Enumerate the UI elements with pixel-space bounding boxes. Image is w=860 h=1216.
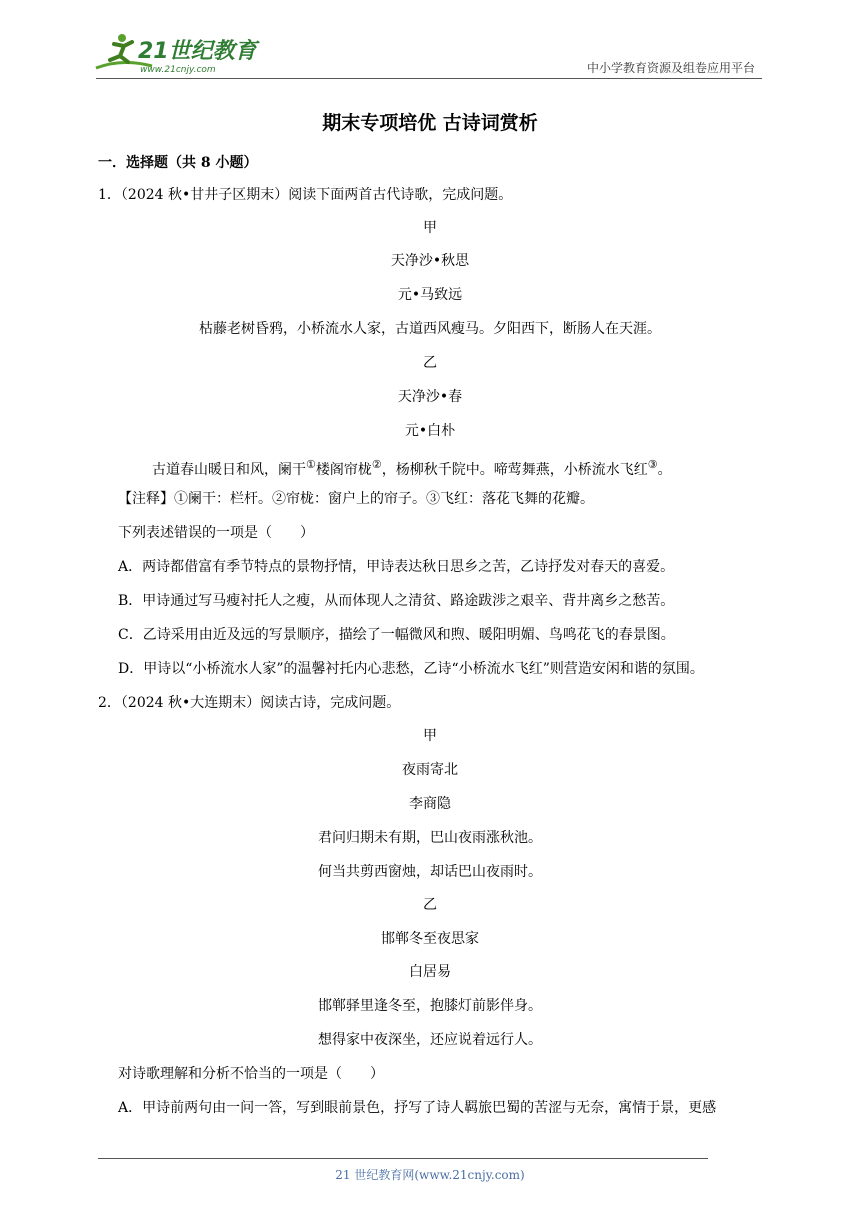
q1-option-a: A．两诗都借富有季节特点的景物抒情，甲诗表达秋日思乡之苦，乙诗抒发对春天的喜爱。: [118, 559, 675, 575]
q1-option-d: D．甲诗以“小桥流水人家”的温馨衬托内心悲愁，乙诗“小桥流水飞红”则营造安闲和谐的氛围。: [118, 661, 704, 677]
q1-poem2-author: 元•白朴: [404, 423, 456, 439]
q2-poem1-line2: 何当共剪西窗烛，却话巴山夜雨时。: [318, 864, 542, 880]
q1-poem1-text: 枯藤老树昏鸦，小桥流水人家，古道西风瘦马。夕阳西下，断肠人在天涯。: [199, 321, 661, 337]
q2-poem1-title: 夜雨寄北: [402, 762, 458, 778]
svg-text:www.21cnjy.com: www.21cnjy.com: [140, 65, 216, 75]
q1-poem2-text: [152, 456, 672, 479]
svg-text:21世纪教育: 21世纪教育: [138, 39, 257, 64]
q1-poem2-title: 天净沙•春: [397, 389, 463, 405]
q1-stem: 1．（2024 秋•甘井子区期末）阅读下面两首古代诗歌，完成问题。: [98, 187, 513, 203]
q2-yi-label: 乙: [423, 897, 437, 913]
q2-poem2-author: 白居易: [409, 964, 451, 980]
footer-divider: [98, 1158, 708, 1159]
platform-name: 中小学教育资源及组卷应用平台: [586, 61, 755, 75]
header-divider: [96, 78, 762, 79]
q2-poem2-line1: 邯郸驿里逢冬至，抱膝灯前影伴身。: [318, 998, 542, 1014]
q2-stem: 2．（2024 秋•大连期末）阅读古诗，完成问题。: [98, 695, 401, 711]
poem2-segment: 楼阁帘栊: [315, 462, 372, 478]
footnote-mark: ①: [306, 458, 316, 471]
q2-poem1-line1: 君问归期未有期，巴山夜雨涨秋池。: [318, 830, 542, 846]
q2-poem2-line2: 想得家中夜深坐，还应说着远行人。: [318, 1032, 542, 1048]
q2-ask: 对诗歌理解和分析不恰当的一项是（ ）: [118, 1066, 384, 1082]
page-header: [0, 0, 860, 80]
q1-poem1-title: 天净沙•秋思: [390, 253, 470, 269]
footnote-mark: ②: [371, 458, 382, 471]
q2-poem2-title: 邯郸冬至夜思家: [381, 931, 479, 947]
page-title: 期末专项培优 古诗词赏析: [322, 112, 538, 134]
poem2-segment: ，杨柳秋千院中。啼莺舞燕，小桥流水飞红: [381, 462, 648, 478]
q1-option-c: C．乙诗采用由近及远的写景顺序，描绘了一幅微风和煦、暖阳明媚、鸟鸣花飞的春景图。: [118, 627, 675, 643]
q1-yi-label: 乙: [423, 355, 437, 371]
footnote-mark: ③: [647, 458, 658, 471]
q2-option-a: A．甲诗前两句由一问一答，写到眼前景色，抒写了诗人羁旅巴蜀的苦涩与无奈，寓情于景，更感: [118, 1100, 717, 1116]
section-heading: 一．选择题（共 8 小题）: [98, 155, 258, 171]
q2-jia-label: 甲: [423, 728, 437, 744]
q1-jia-label: 甲: [423, 220, 437, 236]
q2-poem1-author: 李商隐: [409, 796, 451, 812]
q1-ask: 下列表述错误的一项是（ ）: [118, 525, 314, 541]
q1-poem1-author: 元•马致远: [397, 287, 463, 303]
q1-option-b: B．甲诗通过写马瘦衬托人之瘦，从而体现人之清贫、路途跋涉之艰辛、背井离乡之愁苦。: [118, 593, 675, 609]
page-footer: 21 世纪教育网(www.21cnjy.com): [335, 1168, 525, 1182]
logo-runner-icon: [92, 28, 262, 78]
site-logo: [92, 28, 262, 78]
poem2-segment: 古道春山暖日和风，阑干: [152, 462, 306, 478]
poem2-segment: 。: [657, 462, 672, 478]
q1-note: 【注释】①阑干：栏杆。②帘栊：窗户上的帘子。③飞红：落花飞舞的花瓣。: [118, 491, 594, 507]
